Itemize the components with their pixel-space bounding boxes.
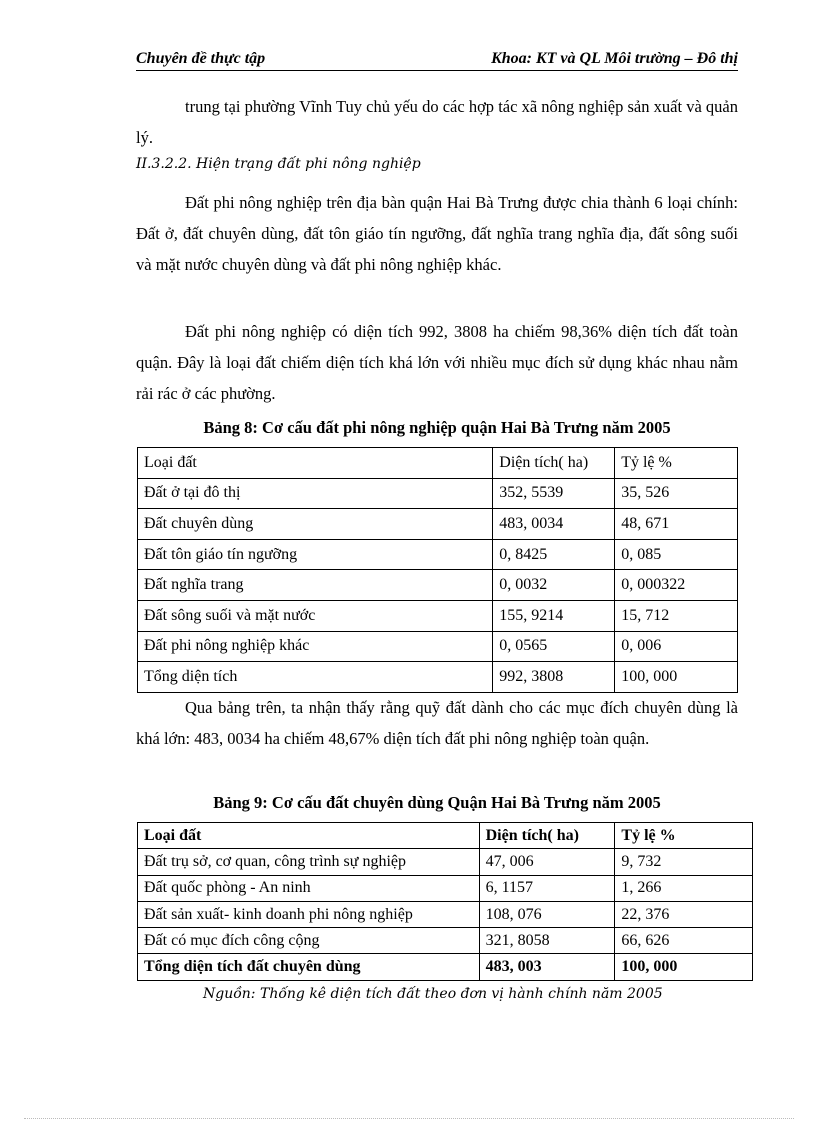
table9-header-cell: Diện tích( ha) [479, 823, 615, 849]
table-cell: 108, 076 [479, 901, 615, 927]
table-cell: Đất chuyên dùng [138, 509, 493, 540]
table-cell: 0, 0565 [493, 631, 615, 662]
table-cell: Tổng diện tích [138, 662, 493, 693]
table-cell: 483, 003 [479, 954, 615, 980]
table-cell: 9, 732 [615, 849, 753, 875]
table-cell: Đất phi nông nghiệp khác [138, 631, 493, 662]
table-cell: 352, 5539 [493, 478, 615, 509]
footer-divider [24, 1118, 794, 1119]
table-cell: 0, 085 [615, 539, 738, 570]
table-cell: Đất ở tại đô thị [138, 478, 493, 509]
table-row [138, 875, 753, 901]
table9 [137, 822, 753, 981]
table-cell: 0, 006 [615, 631, 738, 662]
table-row [138, 600, 738, 631]
paragraph-2: Đất phi nông nghiệp trên địa bàn quận Hai Bà Trưng được chia thành 6 loại chính: Đất ở, đất chuyên dùng, đất tôn giáo tín ngưỡng, đất nghĩa trang nghĩa địa, đất sông suối và mặt nước chuyên dùng và đất phi nông nghiệp khác. [136, 193, 738, 274]
table-cell: 483, 0034 [493, 509, 615, 540]
table-row [138, 478, 738, 509]
source-note: Nguồn: Thống kê diện tích đất theo đơn vị hành chính năm 2005 [203, 986, 663, 1002]
table9-header-cell: Tỷ lệ % [615, 823, 753, 849]
table8-caption: Bảng 8: Cơ cấu đất phi nông nghiệp quận Hai Bà Trưng năm 2005 [203, 418, 671, 437]
table-row [138, 539, 738, 570]
table8-header-cell: Loại đất [138, 448, 493, 479]
table8-header-cell: Tỷ lệ % [615, 448, 738, 479]
table9-caption: Bảng 9: Cơ cấu đất chuyên dùng Quận Hai Bà Trưng năm 2005 [213, 793, 661, 812]
header-right-title: Khoa: KT và QL Môi trường – Đô thị [491, 50, 738, 67]
table-cell: Tổng diện tích đất chuyên dùng [138, 954, 480, 980]
table-cell: Đất sản xuất- kinh doanh phi nông nghiệp [138, 901, 480, 927]
table-cell: Đất tôn giáo tín ngưỡng [138, 539, 493, 570]
table9-header-cell: Loại đất [138, 823, 480, 849]
table-cell: 1, 266 [615, 875, 753, 901]
table-cell: 66, 626 [615, 928, 753, 954]
table-row-total [138, 954, 753, 980]
paragraph-4: Qua bảng trên, ta nhận thấy rằng quỹ đất dành cho các mục đích chuyên dùng là khá lớn: 483, 0034 ha chiếm 48,67% diện tích đất phi nông nghiệp toàn quận. [136, 698, 738, 748]
table-cell: 100, 000 [615, 954, 753, 980]
table-cell: 0, 8425 [493, 539, 615, 570]
table-cell: 992, 3808 [493, 662, 615, 693]
table-cell: 47, 006 [479, 849, 615, 875]
paragraph-1: trung tại phường Vĩnh Tuy chủ yếu do các hợp tác xã nông nghiệp sản xuất và quản lý. [136, 97, 738, 147]
page-header [136, 50, 738, 71]
table-row [138, 570, 738, 601]
table-cell: 35, 526 [615, 478, 738, 509]
table-cell: 15, 712 [615, 600, 738, 631]
table-row [138, 631, 738, 662]
paragraph-3: Đất phi nông nghiệp có diện tích 992, 3808 ha chiếm 98,36% diện tích đất toàn quận. Đây là loại đất chiếm diện tích khá lớn với nhiều mục đích sử dụng khác nhau nằm rải rác ở các phường. [136, 322, 738, 403]
table-cell: 0, 000322 [615, 570, 738, 601]
table-cell: Đất có mục đích công cộng [138, 928, 480, 954]
table-row [138, 509, 738, 540]
table-cell: Đất nghĩa trang [138, 570, 493, 601]
header-left-title: Chuyên đề thực tập [136, 50, 266, 67]
table-cell: 48, 671 [615, 509, 738, 540]
section-heading: II.3.2.2. Hiện trạng đất phi nông nghiệp [136, 156, 421, 172]
table-cell: Đất sông suối và mặt nước [138, 600, 493, 631]
table-cell: 321, 8058 [479, 928, 615, 954]
table-cell: 155, 9214 [493, 600, 615, 631]
table-cell: 100, 000 [615, 662, 738, 693]
table-row-total [138, 662, 738, 693]
table-cell: 22, 376 [615, 901, 753, 927]
table-cell: 6, 1157 [479, 875, 615, 901]
table-cell: Đất trụ sở, cơ quan, công trình sự nghiệp [138, 849, 480, 875]
table9-header-row [138, 823, 753, 849]
table8 [137, 447, 738, 693]
table-row [138, 928, 753, 954]
table-cell: Đất quốc phòng - An ninh [138, 875, 480, 901]
table-row [138, 901, 753, 927]
table8-header-cell: Diện tích( ha) [493, 448, 615, 479]
table8-header-row [138, 448, 738, 479]
table-row [138, 849, 753, 875]
table-cell: 0, 0032 [493, 570, 615, 601]
